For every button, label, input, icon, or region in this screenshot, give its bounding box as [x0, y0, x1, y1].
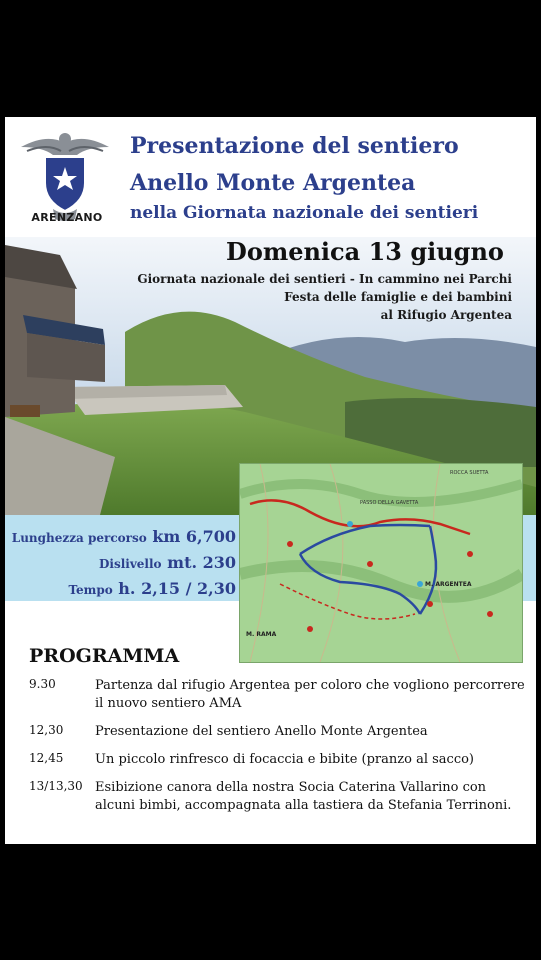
programma-time: 12,45 [29, 751, 64, 765]
programma-desc: Un piccolo rinfresco di focaccia e bibite (pranzo al sacco) [95, 752, 474, 767]
map-label-argentea: M. ARGENTEA [425, 581, 472, 588]
event-date: Domenica 13 giugno [226, 237, 504, 266]
programma-desc: Esibizione canora della nostra Socia Caterina Vallarino con alcuni bimbi, accompagnata alla tastiera da Stefania Terrinoni. [95, 780, 512, 813]
title-line-2: Anello Monte Argentea [130, 170, 416, 196]
event-flyer [5, 117, 536, 844]
stat-length [12, 527, 236, 546]
title-line-3: nella Giornata nazionale dei sentieri [130, 203, 479, 223]
logo-caption: ARENZANO [31, 211, 103, 224]
map-label-rocca-suetta: ROCCA SUETTA [450, 470, 489, 476]
trail-map [239, 463, 523, 663]
title-line-1: Presentazione del sentiero [130, 133, 459, 159]
programma-time: 9.30 [29, 677, 56, 691]
programma-time: 13/13,30 [29, 779, 83, 793]
programma-time: 12,30 [29, 723, 64, 737]
stat-time-label: Tempo [68, 583, 113, 597]
event-subtitle-2: Festa delle famiglie e dei bambini [284, 290, 512, 304]
map-label-rama: M. RAMA [246, 631, 277, 638]
stat-elevation-label: Dislivello [98, 557, 162, 571]
stat-time [68, 579, 236, 598]
stat-elevation [99, 553, 236, 572]
stat-elevation-value: mt. 230 [167, 553, 236, 572]
map-label-gavetta: PASSO DELLA GAVETTA [360, 500, 419, 506]
programma-desc: Partenza dal rifugio Argentea per coloro che vogliono percorrere il nuovo sentiero AMA [95, 678, 525, 711]
stat-time-value: h. 2,15 / 2,30 [118, 579, 236, 598]
programma-title: PROGRAMMA [29, 645, 180, 667]
event-subtitle-3: al Rifugio Argentea [380, 308, 512, 322]
event-subtitle-1: Giornata nazionale dei sentieri - In cammino nei Parchi [137, 272, 512, 286]
stat-length-label: Lunghezza percorso [11, 531, 147, 545]
programma-desc: Presentazione del sentiero Anello Monte Argentea [95, 724, 428, 739]
stat-length-value: km 6,700 [152, 527, 236, 546]
